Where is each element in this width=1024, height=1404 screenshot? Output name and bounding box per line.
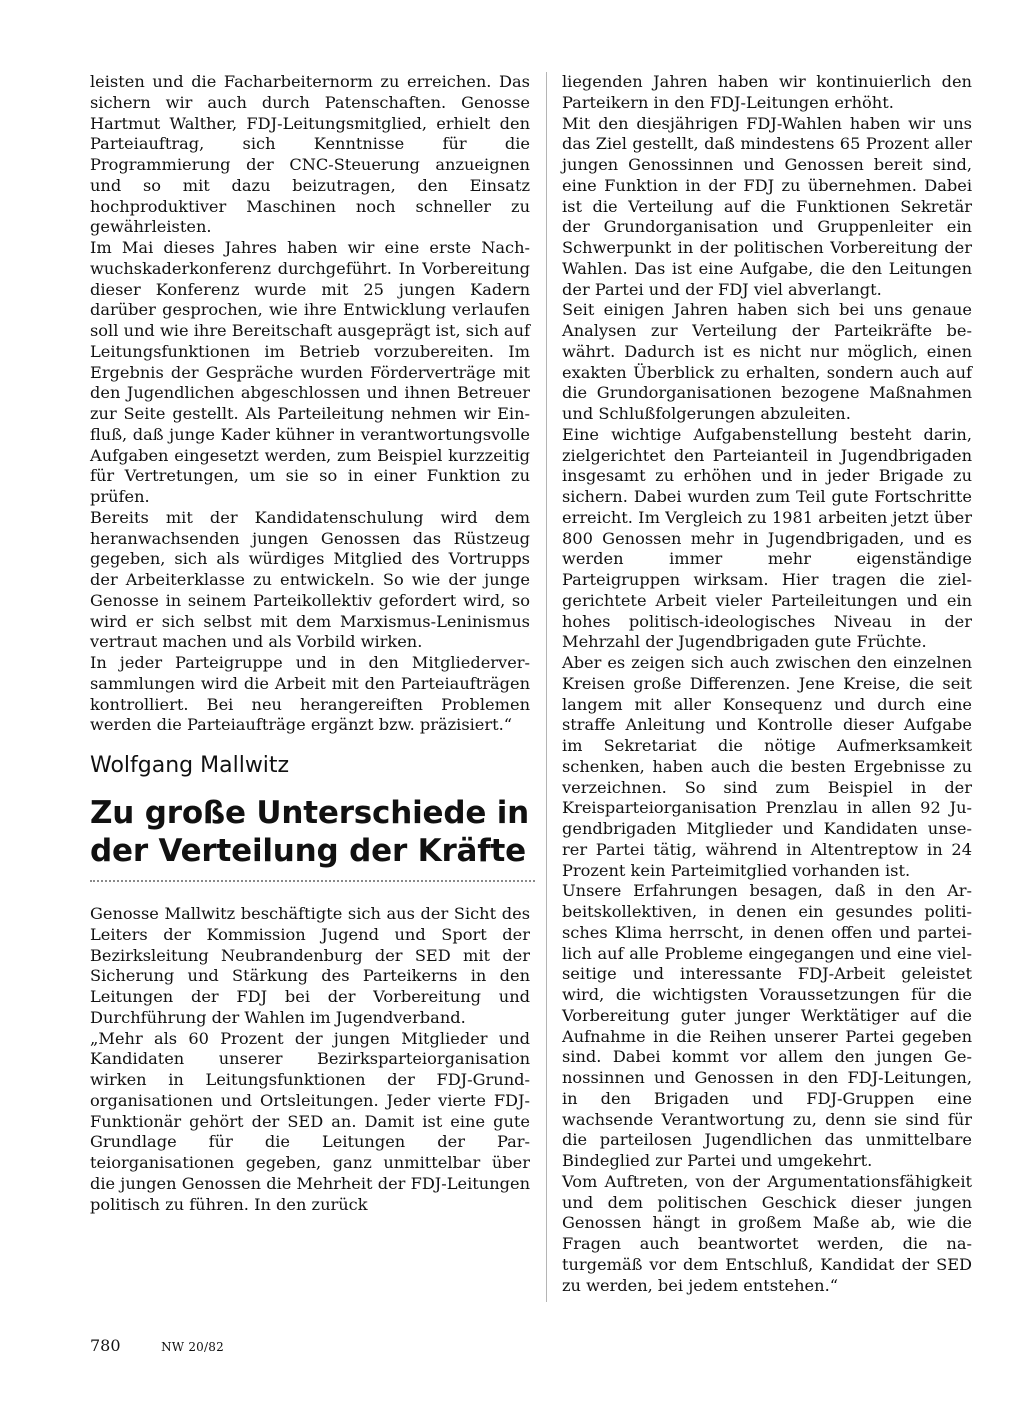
paragraph: „Mehr als 60 Prozent der jungen Mitglieder und Kandidaten unserer Bezirksparteiorganisation wirken in Leitungsfunktionen der FDJ-Grundorganisationen und Ortsleitungen. Jeder vierte FDJ-Funktionär gehört der SED an. Damit ist eine gute Grundlage für die Leitungen der Parteiorganisationen gegeben, ganz unmittelbar über die jungen Genossen die Mehrheit der FDJ-Leitungen politisch zu führen. In den zurück [90,1028,530,1214]
paragraph: Unsere Erfahrungen besagen, daß in den Arbeitskollektiven, in denen ein gesundes politisches Klima herrscht, in denen offen und parteilich auf alle Probleme eingegangen und eine vielseitige und interessante FDJ-Arbeit geleistet wird, die wichtigsten Voraussetzungen für die Vorbereitung guter junger Werktätiger auf die Aufnahme in die Reihen unserer Partei gegeben sind. Dabei kommt vor allem den jungen Genossinnen und Genossen in den FDJ-Leitungen, in den Brigaden und FDJ-Gruppen eine wachsende Verantwortung zu, denn sie sind für die parteilosen Jugendlichen das unmittelbare Bindeglied zur Partei und umgekehrt. [562,881,972,1170]
paragraph: Bereits mit der Kandidatenschulung wird dem heranwachsenden jungen Genossen das Rüstzeug gegeben, sich als würdiges Mitglied des Vortrupps der Arbeiterklasse zu entwickeln. So wie der junge Genosse in seinem Parteikollektiv gefordert wird, so wird er sich selbst mit dem Marxismus-Leninismus vertraut machen und als Vorbild wirken. [90,507,530,652]
paragraph: Eine wichtige Aufgabenstellung besteht darin, zielgerichtet den Parteianteil in Jugendbrigaden insgesamt zu erhöhen und in jeder Brigade zu sichern. Dabei wurden zum Teil gute Fortschritte erreicht. Im Vergleich zu 1981 arbeiten jetzt über 800 Genossen mehr in Jugendbrigaden, und es werden immer mehr eigenständige Parteigruppen wirksam. Hier tragen die zielgerichtete Arbeit vieler Parteileitungen und ein hohes politisch-ideologisches Niveau in der Mehrzahl der Jugendbrigaden gute Früchte. [562,424,972,652]
paragraph: Im Mai dieses Jahres haben wir eine erste Nachwuchskaderkonferenz durchgeführt. In Vorbereitung dieser Konferenz wurde mit 25 jungen Kadern darüber gesprochen, wie ihre Entwicklung verlaufen soll und wie ihre Bereitschaft ausgeprägt ist, sich auf Leitungsfunktionen im Betrieb vorzubereiten. Im Ergebnis der Gespräche wurden Förderverträge mit den Jugendlichen abgeschlossen und ihnen Betreuer zur Seite gestellt. Als Parteileitung nehmen wir Einfluß, daß junge Kader kühner in verantwortungsvolle Aufgaben eingesetzt werden, zum Beispiel kurzzeitig für Vertretungen, um sie so in einer Funktion zu prüfen. [90,238,530,506]
headline-line: der Verteilung der Kräfte [90,833,526,869]
paragraph: liegenden Jahren haben wir kontinuierlich den Parteikern in den FDJ-Leitungen erhöht. [562,72,972,112]
right-column [562,72,972,1296]
article-headline [90,794,530,870]
paragraph: In jeder Parteigruppe und in den Mitgliederversammlungen wird die Arbeit mit den Parteiaufträgen kontrolliert. Bei neu herangereiften Problemen werden die Parteiaufträge ergänzt bzw. präzisiert.“ [90,653,530,735]
paragraph: leisten und die Facharbeiternorm zu erreichen. Das sichern wir auch durch Patenschaften. Genosse Hartmut Walther, FDJ-Leitungsmitglied, erhielt den Parteiauftrag, sich Kenntnisse für die Programmierung der CNC-Steuerung anzueignen und so mit dazu beizutragen, den Einsatz hochproduktiver Maschinen noch schneller zu gewährleisten. [90,72,530,237]
article-author: Wolfgang Mallwitz [90,753,290,778]
column-divider [546,72,547,1302]
page-footer [90,1336,224,1357]
paragraph: Genosse Mallwitz beschäftigte sich aus der Sicht des Leiters der Kommission Jugend und Sport der Bezirksleitung Neubrandenburg der SED mit der Sicherung und Stärkung des Parteikerns in den Leitungen der FDJ bei der Vorbereitung und Durchführung der Wahlen im Jugendverband. [90,904,530,1027]
paragraph: Aber es zeigen sich auch zwischen den einzelnen Kreisen große Differenzen. Jene Kreise, die seit langem mit aller Konsequenz und durch eine straffe Anleitung und Kontrolle dieser Aufgabe im Sekretariat die nötige Aufmerksamkeit schenken, haben auch die besten Ergebnisse zu verzeichnen. So sind zum Beispiel in der Kreisparteiorganisation Prenzlau in allen 92 Jugendbrigaden Mitglieder und Kandidaten unserer Partei tätig, während in Altentreptow in 24 Prozent kein Parteimitglied vorhanden ist. [562,653,972,880]
headline-line: Zu große Unterschiede in [90,795,530,831]
left-column [90,72,530,1215]
issue-label: NW 20/82 [161,1340,224,1354]
paragraph: Seit einigen Jahren haben sich bei uns genaue Analysen zur Verteilung der Parteikräfte bewährt. Dadurch ist es nicht nur möglich, einen exakten Überblick zu erhalten, sondern auch auf die Grundorganisationen bezogene Maßnahmen und Schlußfolgerungen abzuleiten. [562,300,972,423]
paragraph: Mit den diesjährigen FDJ-Wahlen haben wir uns das Ziel gestellt, daß mindestens 65 Prozent aller jungen Genossinnen und Genossen bereit sind, eine Funktion in der FDJ zu übernehmen. Dabei ist die Verteilung auf die Funktionen Sekretär der Grundorganisation und Gruppenleiter ein Schwerpunkt in der politischen Vorbereitung der Wahlen. Das ist eine Aufgabe, die den Leitungen der Partei und der FDJ viel abverlangt. [562,113,972,299]
headline-rule [90,880,535,882]
page-number: 780 [90,1336,121,1355]
paragraph: Vom Auftreten, von der Argumentationsfähigkeit und dem politischen Geschick dieser jungen Genossen hängt in großem Maße ab, wie die Fragen auch beantwortet werden, die naturgemäß vor dem Entschluß, Kandidat der SED zu werden, bei jedem entstehen.“ [562,1171,972,1295]
